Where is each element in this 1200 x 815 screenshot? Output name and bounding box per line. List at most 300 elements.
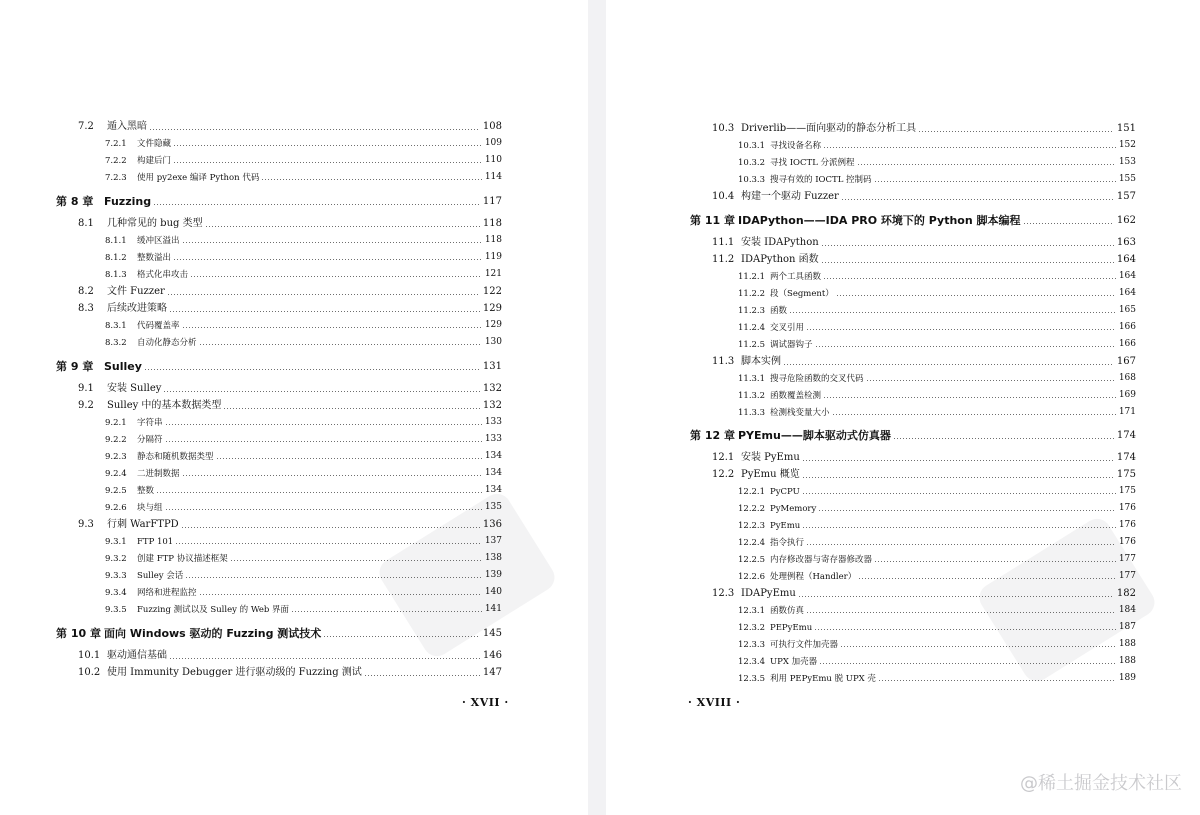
toc-entry-text: 字符串 bbox=[137, 417, 163, 428]
toc-entry-number: 9.2.3 bbox=[105, 451, 127, 462]
toc-entry-title bbox=[738, 176, 872, 185]
dot-leader bbox=[144, 369, 480, 370]
toc-entry-title bbox=[105, 339, 197, 348]
toc-entry-page: 129 bbox=[482, 303, 502, 314]
dot-leader bbox=[823, 278, 1116, 279]
dot-leader bbox=[261, 179, 481, 180]
toc-entry-text: 整数溢出 bbox=[137, 252, 172, 263]
toc-entry bbox=[690, 215, 1136, 226]
toc-entry bbox=[105, 418, 502, 427]
toc-entry bbox=[56, 361, 502, 372]
toc-entry-text: 安装 PyEmu bbox=[741, 452, 800, 463]
toc-entry-title bbox=[712, 238, 819, 248]
toc-entry-number: 12.2.3 bbox=[738, 520, 766, 531]
dot-leader bbox=[893, 438, 1114, 439]
toc-entry-title bbox=[105, 538, 173, 547]
toc-entry bbox=[712, 192, 1136, 202]
dot-leader bbox=[364, 675, 480, 676]
dot-leader bbox=[163, 391, 479, 392]
toc-entry bbox=[78, 219, 502, 229]
dot-leader bbox=[806, 329, 1116, 330]
toc-entry-page: 177 bbox=[1118, 554, 1136, 564]
right-page bbox=[606, 0, 1200, 815]
toc-entry-text: PyEmu 概览 bbox=[741, 469, 800, 480]
toc-entry-text: 创建 FTP 协议描述框架 bbox=[137, 553, 228, 564]
toc-entry bbox=[738, 623, 1136, 632]
toc-entry bbox=[105, 571, 502, 580]
toc-entry-text: 整数 bbox=[137, 485, 155, 496]
toc-entry-page: 133 bbox=[484, 434, 502, 444]
toc-entry-title bbox=[738, 409, 830, 418]
toc-entry-title bbox=[738, 539, 804, 548]
toc-entry-number: 12.2 bbox=[712, 469, 735, 480]
toc-entry-title bbox=[712, 470, 800, 480]
toc-entry-title bbox=[738, 556, 872, 565]
toc-entry-page: 134 bbox=[484, 468, 502, 478]
toc-entry-title bbox=[105, 606, 289, 615]
dot-leader bbox=[789, 312, 1116, 313]
toc-entry-page: 141 bbox=[484, 604, 502, 614]
toc-entry-text: 文件隐藏 bbox=[137, 138, 172, 149]
toc-entry bbox=[105, 554, 502, 563]
toc-entry bbox=[738, 487, 1136, 496]
toc-entry-number: 11.2.5 bbox=[738, 339, 766, 350]
dot-leader bbox=[918, 131, 1114, 132]
toc-entry-number: 10.4 bbox=[712, 191, 735, 202]
dot-leader bbox=[199, 344, 482, 345]
dot-leader bbox=[878, 680, 1116, 681]
toc-entry-number: 9.2 bbox=[78, 400, 94, 411]
toc-entry-number: 第 9 章 bbox=[56, 360, 94, 373]
toc-entry bbox=[738, 504, 1136, 513]
toc-entry bbox=[105, 253, 502, 262]
toc-entry-page: 157 bbox=[1116, 191, 1136, 202]
toc-entry bbox=[78, 304, 502, 314]
toc-entry-page: 168 bbox=[1118, 373, 1136, 383]
toc-entry-text: 静态和随机数据类型 bbox=[137, 451, 214, 462]
toc-entry-title bbox=[712, 255, 819, 265]
toc-entry-page: 132 bbox=[482, 400, 502, 411]
toc-entry bbox=[738, 272, 1136, 281]
toc-entry-text: Sulley bbox=[104, 360, 142, 373]
toc-entry-number: 12.1 bbox=[712, 452, 735, 463]
toc-entry-title bbox=[738, 624, 812, 633]
toc-entry-number: 7.2 bbox=[78, 121, 94, 132]
dot-leader bbox=[840, 646, 1116, 647]
dot-leader bbox=[806, 612, 1116, 613]
toc-entry-title bbox=[738, 375, 864, 384]
toc-entry-number: 11.2.4 bbox=[738, 322, 766, 333]
toc-entry bbox=[78, 287, 502, 297]
dot-leader bbox=[205, 226, 480, 227]
toc-entry bbox=[738, 374, 1136, 383]
toc-entry-title bbox=[105, 140, 171, 149]
toc-entry-title bbox=[105, 254, 171, 263]
toc-entry-number: 11.2 bbox=[712, 254, 735, 265]
toc-entry-page: 164 bbox=[1118, 271, 1136, 281]
toc-entry bbox=[738, 141, 1136, 150]
toc-entry bbox=[738, 606, 1136, 615]
dot-leader bbox=[169, 658, 480, 659]
toc-entry-page: 176 bbox=[1118, 503, 1136, 513]
toc-entry-title bbox=[738, 307, 787, 316]
page-folio-left: · XVII · bbox=[462, 696, 509, 709]
toc-entry-number: 12.2.5 bbox=[738, 554, 766, 565]
dot-leader bbox=[866, 380, 1116, 381]
dot-leader bbox=[169, 311, 480, 312]
toc-entry-title bbox=[738, 290, 834, 299]
toc-entry-page: 117 bbox=[482, 196, 502, 207]
toc-entry-number: 9.2.1 bbox=[105, 417, 127, 428]
toc-entry-text: 行刺 WarFTPD bbox=[107, 519, 179, 530]
toc-entry-title bbox=[738, 273, 821, 282]
toc-entry bbox=[78, 122, 502, 132]
dot-leader bbox=[149, 129, 480, 130]
toc-entry-text: 调试器钩子 bbox=[770, 339, 813, 350]
toc-entry-title bbox=[78, 384, 161, 394]
toc-entry-page: 166 bbox=[1118, 339, 1136, 349]
dot-leader bbox=[857, 164, 1116, 165]
toc-entry-title bbox=[78, 122, 147, 132]
dot-leader bbox=[173, 259, 482, 260]
toc-entry-title bbox=[712, 453, 800, 463]
toc-entry-text: 自动化静态分析 bbox=[137, 337, 197, 348]
toc-entry-title bbox=[78, 219, 203, 229]
toc-entry-text: 几种常见的 bug 类型 bbox=[107, 218, 203, 229]
toc-entry-title bbox=[690, 430, 891, 441]
dot-leader bbox=[190, 276, 482, 277]
dot-leader bbox=[821, 262, 1114, 263]
watermark: @稀土掘金技术社区 bbox=[1020, 773, 1182, 794]
toc-entry-number: 9.3.3 bbox=[105, 570, 127, 581]
toc-entry bbox=[738, 657, 1136, 666]
toc-entry-number: 10.3 bbox=[712, 123, 735, 134]
toc-entry-text: 脚本实例 bbox=[741, 356, 781, 367]
toc-entry bbox=[738, 640, 1136, 649]
toc-entry-page: 118 bbox=[484, 235, 502, 245]
toc-entry-text: 函数仿真 bbox=[770, 605, 805, 616]
toc-entry-page: 131 bbox=[482, 361, 502, 372]
toc-entry bbox=[712, 589, 1136, 599]
dot-leader bbox=[165, 509, 482, 510]
toc-entry bbox=[78, 520, 502, 530]
toc-entry-number: 9.2.5 bbox=[105, 485, 127, 496]
toc-entry-text: 检测栈变量大小 bbox=[770, 407, 830, 418]
toc-entry-page: 118 bbox=[482, 218, 502, 229]
dot-leader bbox=[156, 492, 482, 493]
toc-entry bbox=[78, 668, 502, 678]
toc-entry bbox=[738, 340, 1136, 349]
toc-entry-text: 代码覆盖率 bbox=[137, 320, 180, 331]
toc-entry bbox=[738, 538, 1136, 547]
toc-entry bbox=[105, 435, 502, 444]
toc-entry-page: 166 bbox=[1118, 322, 1136, 332]
dot-leader bbox=[798, 596, 1114, 597]
toc-entry-page: 136 bbox=[482, 519, 502, 530]
toc-entry-title bbox=[105, 504, 163, 513]
toc-entry-title bbox=[738, 607, 804, 616]
dot-leader bbox=[819, 663, 1116, 664]
toc-entry bbox=[105, 469, 502, 478]
toc-entry-number: 8.3 bbox=[78, 303, 94, 314]
toc-entry bbox=[105, 486, 502, 495]
dot-leader bbox=[323, 636, 480, 637]
dot-leader bbox=[802, 527, 1116, 528]
toc-entry bbox=[690, 430, 1136, 441]
toc-entry bbox=[105, 156, 502, 165]
toc-entry bbox=[738, 158, 1136, 167]
toc-entry-number: 9.3.1 bbox=[105, 536, 127, 547]
toc-entry-page: 174 bbox=[1116, 430, 1136, 441]
toc-entry-text: 函数 bbox=[770, 305, 788, 316]
toc-entry bbox=[105, 139, 502, 148]
toc-entry-number: 7.2.1 bbox=[105, 138, 127, 149]
toc-entry-text: 安装 IDAPython bbox=[741, 237, 819, 248]
toc-entry bbox=[105, 321, 502, 330]
toc-entry bbox=[738, 572, 1136, 581]
dot-leader bbox=[199, 594, 482, 595]
toc-entry-number: 11.3.2 bbox=[738, 390, 766, 401]
dot-leader bbox=[167, 294, 480, 295]
toc-entry-page: 132 bbox=[482, 383, 502, 394]
toc-entry-page: 175 bbox=[1118, 486, 1136, 496]
toc-entry-number: 11.1 bbox=[712, 237, 735, 248]
toc-entry bbox=[78, 401, 502, 411]
dot-leader bbox=[182, 327, 482, 328]
toc-entry bbox=[105, 236, 502, 245]
toc-entry-number: 8.1 bbox=[78, 218, 94, 229]
toc-entry-text: 后续改进策略 bbox=[107, 303, 167, 314]
toc-entry bbox=[712, 255, 1136, 265]
toc-entry-text: 寻找设备名称 bbox=[770, 140, 822, 151]
toc-entry-page: 134 bbox=[484, 485, 502, 495]
toc-entry-page: 189 bbox=[1118, 673, 1136, 683]
toc-entry-title bbox=[690, 215, 1021, 226]
toc-entry bbox=[105, 452, 502, 461]
dot-leader bbox=[181, 527, 480, 528]
toc-entry-number: 第 12 章 bbox=[690, 429, 735, 442]
dot-leader bbox=[802, 460, 1114, 461]
toc-entry-text: 构建后门 bbox=[137, 155, 172, 166]
toc-entry-text: 内存修改器与寄存器修改器 bbox=[770, 554, 873, 565]
toc-entry-number: 9.3 bbox=[78, 519, 94, 530]
toc-entry-number: 11.3.3 bbox=[738, 407, 766, 418]
toc-entry bbox=[712, 357, 1136, 367]
toc-entry-number: 8.3.2 bbox=[105, 337, 127, 348]
toc-entry-page: 176 bbox=[1118, 520, 1136, 530]
toc-entry bbox=[738, 391, 1136, 400]
toc-entry-number: 12.3.5 bbox=[738, 673, 766, 684]
toc-entry-number: 10.3.3 bbox=[738, 174, 766, 185]
toc-entry-page: 175 bbox=[1116, 469, 1136, 480]
dot-leader bbox=[230, 560, 482, 561]
toc-entry-number: 11.2.1 bbox=[738, 271, 766, 282]
dot-leader bbox=[223, 408, 479, 409]
toc-entry-number: 7.2.3 bbox=[105, 172, 127, 183]
toc-entry bbox=[738, 674, 1136, 683]
toc-entry-text: 搜寻有效的 IOCTL 控制码 bbox=[770, 174, 872, 185]
toc-entry-page: 108 bbox=[482, 121, 502, 132]
toc-entry-page: 139 bbox=[484, 570, 502, 580]
toc-entry-page: 119 bbox=[484, 252, 502, 262]
toc-entry-number: 11.3 bbox=[712, 356, 735, 367]
dot-leader bbox=[841, 199, 1114, 200]
toc-entry bbox=[738, 555, 1136, 564]
dot-leader bbox=[818, 510, 1116, 511]
toc-entry-title bbox=[78, 520, 179, 530]
toc-entry-text: Sulley 中的基本数据类型 bbox=[107, 400, 222, 411]
toc-entry-page: 133 bbox=[484, 417, 502, 427]
toc-entry bbox=[712, 453, 1136, 463]
toc-entry-page: 152 bbox=[1118, 140, 1136, 150]
toc-entry-number: 第 8 章 bbox=[56, 195, 94, 208]
toc-entry-title bbox=[738, 658, 817, 667]
toc-entry-page: 165 bbox=[1118, 305, 1136, 315]
dot-leader bbox=[874, 181, 1116, 182]
toc-entry-title bbox=[738, 392, 821, 401]
toc-entry-text: 构建一个驱动 Fuzzer bbox=[741, 191, 839, 202]
toc-entry-title bbox=[105, 174, 259, 183]
dot-leader bbox=[823, 147, 1116, 148]
toc-entry-number: 11.2.2 bbox=[738, 288, 766, 299]
toc-entry-text: 指令执行 bbox=[770, 537, 805, 548]
toc-entry-title bbox=[105, 589, 197, 598]
toc-entry-title bbox=[56, 628, 321, 639]
toc-entry bbox=[712, 470, 1136, 480]
toc-entry bbox=[105, 338, 502, 347]
dot-leader bbox=[153, 204, 480, 205]
toc-entry-number: 9.2.6 bbox=[105, 502, 127, 513]
toc-entry-text: 可执行文件加壳器 bbox=[770, 639, 839, 650]
toc-entry-title bbox=[738, 159, 855, 168]
toc-entry-number: 11.2.3 bbox=[738, 305, 766, 316]
toc-entry-page: 177 bbox=[1118, 571, 1136, 581]
toc-entry-number: 12.3 bbox=[712, 588, 735, 599]
toc-entry-number: 9.3.4 bbox=[105, 587, 127, 598]
dot-leader bbox=[832, 414, 1116, 415]
toc-entry-page: 135 bbox=[484, 502, 502, 512]
toc-entry-text: 遁入黑暗 bbox=[107, 121, 147, 132]
toc-entry-text: 利用 PEPyEmu 脱 UPX 壳 bbox=[770, 673, 876, 684]
toc-entry-title bbox=[78, 401, 221, 411]
dot-leader bbox=[836, 295, 1116, 296]
toc-entry-text: 驱动通信基础 bbox=[107, 650, 167, 661]
toc-entry-number: 9.3.2 bbox=[105, 553, 127, 564]
dot-leader bbox=[802, 493, 1116, 494]
toc-entry-page: 130 bbox=[484, 337, 502, 347]
toc-entry-text: 两个工具函数 bbox=[770, 271, 822, 282]
toc-entry-title bbox=[738, 675, 876, 684]
toc-entry-number: 10.1 bbox=[78, 650, 101, 661]
toc-entry bbox=[712, 124, 1136, 134]
toc-entry-page: 167 bbox=[1116, 356, 1136, 367]
toc-entry-title bbox=[105, 436, 163, 445]
toc-entry-number: 9.2.2 bbox=[105, 434, 127, 445]
toc-entry bbox=[712, 238, 1136, 248]
toc-entry-page: 153 bbox=[1118, 157, 1136, 167]
dot-leader bbox=[815, 346, 1116, 347]
toc-entry-text: 缓冲区溢出 bbox=[137, 235, 180, 246]
toc-entry-page: 138 bbox=[484, 553, 502, 563]
toc-entry-page: 169 bbox=[1118, 390, 1136, 400]
toc-entry-text: Sulley 会话 bbox=[137, 570, 184, 581]
toc-entry-number: 12.3.1 bbox=[738, 605, 766, 616]
toc-entry-page: 163 bbox=[1116, 237, 1136, 248]
dot-leader bbox=[165, 441, 482, 442]
toc-entry-page: 146 bbox=[482, 650, 502, 661]
toc-entry-number: 12.2.6 bbox=[738, 571, 766, 582]
toc-entry-title bbox=[738, 488, 800, 497]
toc-entry-text: 段（Segment） bbox=[770, 288, 834, 299]
toc-entry-title bbox=[738, 641, 838, 650]
toc-entry-text: PyEmu bbox=[770, 520, 801, 531]
toc-entry-text: Fuzzing 测试以及 Sulley 的 Web 界面 bbox=[137, 604, 290, 615]
toc-entry-title bbox=[105, 487, 154, 496]
toc-entry-text: IDAPython 函数 bbox=[741, 254, 819, 265]
toc-entry-text: PyMemory bbox=[770, 503, 817, 514]
toc-entry-page: 164 bbox=[1116, 254, 1136, 265]
toc-entry-text: 格式化串攻击 bbox=[137, 269, 189, 280]
toc-entry-title bbox=[56, 196, 151, 207]
toc-entry-text: Driverlib——面向驱动的静态分析工具 bbox=[741, 123, 917, 134]
toc-entry-number: 10.3.1 bbox=[738, 140, 766, 151]
toc-entry-text: Fuzzing bbox=[104, 195, 152, 208]
toc-entry-page: 171 bbox=[1118, 407, 1136, 417]
dot-leader bbox=[216, 458, 482, 459]
toc-entry-number: 8.1.3 bbox=[105, 269, 127, 280]
dot-leader bbox=[291, 611, 482, 612]
toc-entry-number: 12.3.3 bbox=[738, 639, 766, 650]
toc-entry-number: 10.3.2 bbox=[738, 157, 766, 168]
dot-leader bbox=[173, 162, 482, 163]
toc-entry-page: 184 bbox=[1118, 605, 1136, 615]
toc-entry bbox=[105, 605, 502, 614]
toc-entry-title bbox=[738, 142, 821, 151]
dot-leader bbox=[802, 477, 1114, 478]
toc-entry-text: 搜寻危险函数的交叉代码 bbox=[770, 373, 864, 384]
page-folio-right: · XVIII · bbox=[688, 696, 741, 709]
toc-entry-title bbox=[738, 341, 813, 350]
toc-entry-page: 176 bbox=[1118, 537, 1136, 547]
toc-entry bbox=[738, 306, 1136, 315]
toc-entry-title bbox=[105, 555, 228, 564]
toc-entry-page: 110 bbox=[484, 155, 502, 165]
toc-entry-title bbox=[738, 324, 804, 333]
toc-entry bbox=[78, 651, 502, 661]
toc-entry-title bbox=[105, 157, 171, 166]
toc-entry bbox=[78, 384, 502, 394]
toc-entry-text: FTP 101 bbox=[137, 536, 174, 547]
dot-leader bbox=[182, 242, 482, 243]
toc-entry-title bbox=[712, 589, 796, 599]
left-page bbox=[0, 0, 588, 815]
toc-entry bbox=[105, 270, 502, 279]
toc-entry-title bbox=[738, 505, 816, 514]
toc-entry-page: 122 bbox=[482, 286, 502, 297]
toc-entry-page: 137 bbox=[484, 536, 502, 546]
toc-entry-number: 9.3.5 bbox=[105, 604, 127, 615]
toc-entry-number: 10.2 bbox=[78, 667, 101, 678]
toc-entry-page: 182 bbox=[1116, 588, 1136, 599]
toc-entry-title bbox=[105, 419, 163, 428]
toc-entry-text: 网络和进程监控 bbox=[137, 587, 197, 598]
dot-leader bbox=[823, 397, 1116, 398]
dot-leader bbox=[874, 561, 1116, 562]
dot-leader bbox=[185, 577, 482, 578]
toc-entry-page: 114 bbox=[484, 172, 502, 182]
toc-entry-number: 11.3.1 bbox=[738, 373, 766, 384]
toc-entry-title bbox=[105, 572, 183, 581]
